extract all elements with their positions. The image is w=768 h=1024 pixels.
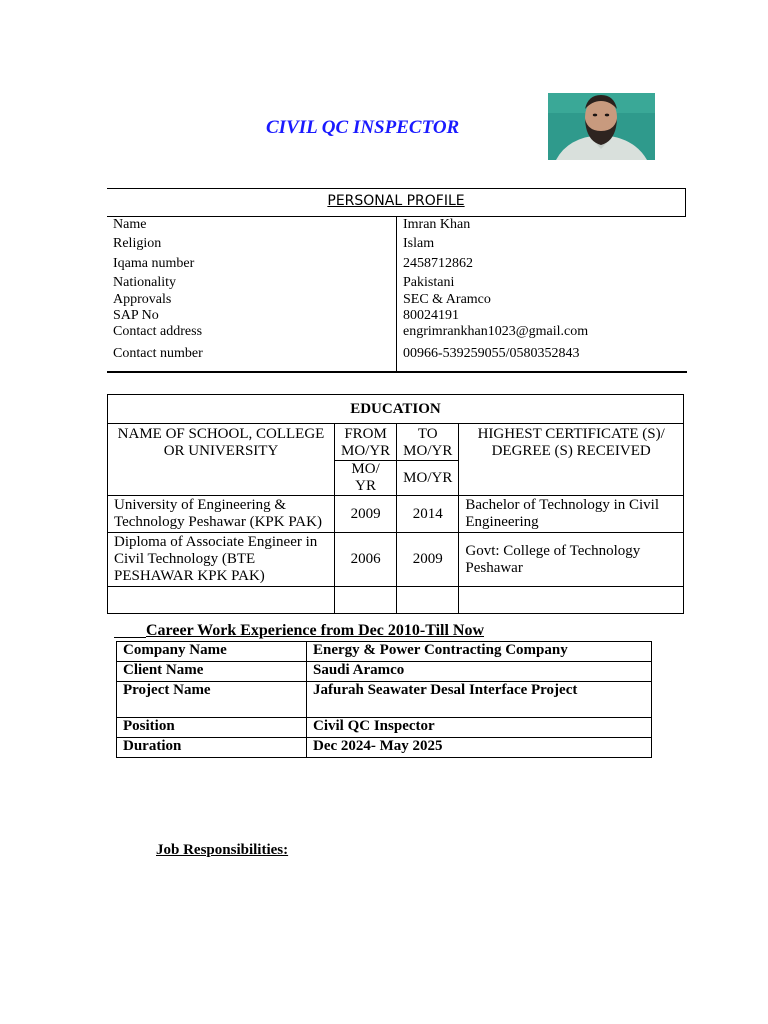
profile-value: Pakistani bbox=[403, 275, 455, 290]
education-school: Diploma of Associate Engineer in Civil Technology (BTE PESHAWAR KPK PAK) bbox=[108, 533, 335, 587]
work-label: Position bbox=[117, 718, 307, 738]
empty-cell bbox=[459, 587, 684, 614]
job-responsibilities-heading: Job Responsibilities: bbox=[156, 842, 289, 858]
work-value: Energy & Power Contracting Company bbox=[307, 642, 652, 662]
profile-value: SEC & Aramco bbox=[403, 292, 491, 307]
profile-photo bbox=[548, 93, 655, 160]
table-row bbox=[117, 682, 652, 718]
education-from: 2006 bbox=[335, 533, 397, 587]
education-certificate: Govt: College of Technology Peshawar bbox=[459, 533, 684, 587]
education-table bbox=[107, 394, 684, 614]
column-subheader-to: MO/YR bbox=[397, 461, 459, 496]
table-row bbox=[108, 533, 684, 587]
education-heading: EDUCATION bbox=[108, 395, 684, 424]
profile-label: Iqama number bbox=[113, 256, 195, 271]
profile-column-divider bbox=[396, 216, 397, 372]
document-title: CIVIL QC INSPECTOR bbox=[266, 117, 460, 138]
column-header-certificate: HIGHEST CERTIFICATE (S)/ DEGREE (S) RECEIVED bbox=[459, 424, 684, 496]
work-value: Civil QC Inspector bbox=[307, 718, 652, 738]
table-row bbox=[117, 718, 652, 738]
empty-cell bbox=[108, 587, 335, 614]
work-label: Duration bbox=[117, 738, 307, 758]
education-school: University of Engineering & Technology Peshawar (KPK PAK) bbox=[108, 496, 335, 533]
profile-value: 00966-539259055/0580352843 bbox=[403, 346, 580, 361]
profile-value: 80024191 bbox=[403, 308, 459, 323]
empty-cell bbox=[335, 587, 397, 614]
table-row bbox=[108, 496, 684, 533]
profile-label: Contact number bbox=[113, 346, 203, 361]
table-row bbox=[117, 662, 652, 682]
career-heading-rule bbox=[114, 637, 146, 638]
work-label: Client Name bbox=[117, 662, 307, 682]
education-from: 2009 bbox=[335, 496, 397, 533]
profile-value: 2458712862 bbox=[403, 256, 473, 271]
empty-cell bbox=[397, 587, 459, 614]
column-header-to: TO MO/YR bbox=[397, 424, 459, 461]
work-experience-table bbox=[116, 641, 652, 758]
profile-value[interactable]: engrimrankhan1023@gmail.com bbox=[403, 324, 589, 339]
education-to: 2014 bbox=[397, 496, 459, 533]
column-header-from: FROM MO/YR bbox=[335, 424, 397, 461]
profile-label: Nationality bbox=[113, 275, 176, 290]
profile-value: Imran Khan bbox=[403, 217, 471, 232]
profile-label: SAP No bbox=[113, 308, 159, 323]
profile-bottom-rule bbox=[107, 371, 687, 373]
table-row bbox=[117, 738, 652, 758]
work-value: Dec 2024- May 2025 bbox=[307, 738, 652, 758]
work-label: Company Name bbox=[117, 642, 307, 662]
column-header-school: NAME OF SCHOOL, COLLEGE OR UNIVERSITY bbox=[108, 424, 335, 496]
work-value: Jafurah Seawater Desal Interface Project bbox=[307, 682, 652, 718]
column-subheader-from: MO/ YR bbox=[335, 461, 397, 496]
profile-label: Name bbox=[113, 217, 147, 232]
profile-label: Contact address bbox=[113, 324, 203, 339]
table-row bbox=[117, 642, 652, 662]
profile-value: Islam bbox=[403, 236, 435, 251]
work-value: Saudi Aramco bbox=[307, 662, 652, 682]
education-certificate: Bachelor of Technology in Civil Engineering bbox=[459, 496, 684, 533]
profile-label: Religion bbox=[113, 236, 162, 251]
work-label: Project Name bbox=[117, 682, 307, 718]
table-row-empty bbox=[108, 587, 684, 614]
education-to: 2009 bbox=[397, 533, 459, 587]
career-heading: Career Work Experience from Dec 2010-Till Now bbox=[146, 622, 485, 639]
profile-label: Approvals bbox=[113, 292, 172, 307]
personal-profile-heading: PERSONAL PROFILE bbox=[107, 188, 686, 217]
